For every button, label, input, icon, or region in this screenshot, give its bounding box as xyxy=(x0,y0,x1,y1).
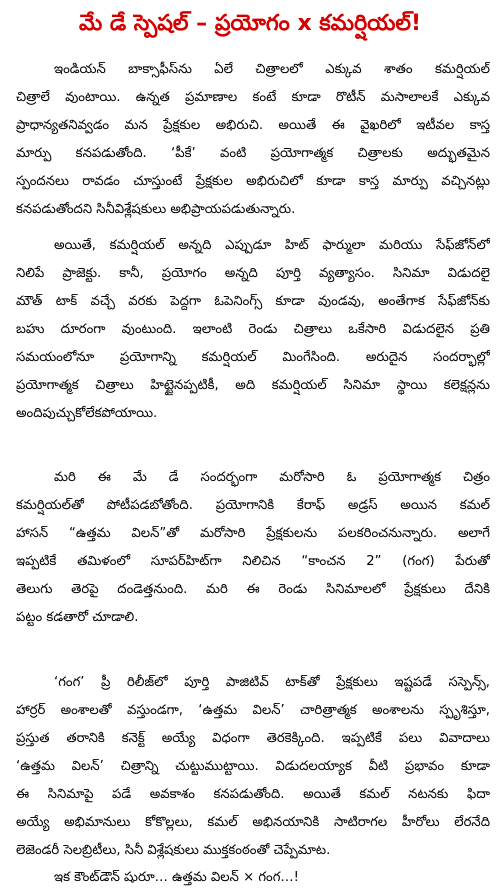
text-line: హాసన్ “ఉత్తమ విలన్”తో మరోసారి ప్రేక్షకులను పలకరించనున్నారు. అలాగే xyxy=(16,526,490,541)
text-line: ప్రాధాన్యతనివ్వడం మన ప్రేక్షకుల అభిరుచి. అయితే ఈ వైఖరిలో ఇటీవల కాస్త xyxy=(16,118,490,133)
text-line: ఇప్పటికే తమిళంలో సూపర్‌హిట్‌గా నిలిచిన “కాంచన 2” (గంగ) పేరుతో xyxy=(16,554,490,569)
text-line: చిత్రాలే వుంటాయి. ఉన్నత ప్రమాణాల కంటే కూడా రొటీన్ మసాలాలకే ఎక్కువ xyxy=(16,90,490,105)
text-line: అయితే, కమర్షియల్ అన్నది ఎప్పుడూ హిట్ ఫార్ములా మరియు సేఫ్‌జోన్‌లో xyxy=(54,238,490,253)
text-line: అయ్యే అభిమానులు కోకొల్లలు, కమల్ అభినయానికి సాటిరాగల హీరోలు లేరనేది xyxy=(16,815,490,830)
text-line: ఇండియన్ బాక్సాఫీస్‌ను ఏలే చిత్రాలలో ఎక్కువ శాతం కమర్షియల్ xyxy=(54,62,490,77)
article-title: మే డే స్పెషల్ – ప్రయోగం x కమర్షియల్! xyxy=(78,11,422,36)
text-line: కమర్షియల్‌తో పోటీపడబోతోంది. ప్రయోగానికి కేరాఫ్ అడ్రస్ అయిన కమల్ xyxy=(16,498,490,513)
text-line: కనపడుతోందని సినీవిశ్లేషకులు అభిప్రాయపడుతున్నారు. xyxy=(16,202,296,217)
text-line: ‘గంగ’ ప్రీ రిలీజ్‌లో పూర్తి పాజిటివ్ టాక్‌తో ప్రేక్షకులు ఇష్టపడే సస్పెన్స్, xyxy=(54,675,490,690)
text-line: ఇక కౌంట్‌డౌన్ షురూ… ఉత్తమ విలన్ × గంగ…! xyxy=(54,870,299,885)
text-line: మార్పు కనపడుతోంది. ‘పీకే’ వంటి ప్రయోగాత్మక చిత్రాలకు అద్భుతమైన xyxy=(16,146,490,161)
text-line: బహు దూరంగా వుంటుంది. ఇలాంటి రెండు చిత్రాలు ఒకేసారి విడుదలైన ప్రతి xyxy=(16,322,490,337)
text-line: స్పందనలు రావడం చూస్తుంటే ప్రేక్షకుల అభిరుచిలో కూడా కాస్త మార్పు వచ్చినట్లు xyxy=(16,174,490,189)
text-line: ఈ సినిమాపై పడే అవకాశం కనపడుతోంది. అయితే కమల్ నటనకు ఫిదా xyxy=(16,787,490,802)
article-paragraph xyxy=(16,464,490,632)
text-line: ప్రయోగాత్మక చిత్రాలు హిట్టైనప్పటికీ, అది కమర్షియల్ సినిమా స్థాయి కలెక్షన్లను xyxy=(16,378,490,393)
article-paragraph xyxy=(16,864,490,892)
article-paragraph xyxy=(16,669,490,865)
text-line: అందిపుచ్చుకోలేకపోయాయి. xyxy=(16,406,158,421)
text-line: లెజెండరీ సెలబ్రిటీలు, సినీ విశ్లేషకులు ముక్తకంఠంతో చెప్పేమాట. xyxy=(16,843,331,858)
text-line: నిలిపే ప్రాజెక్టు. కానీ, ప్రయోగం అన్నది పూర్తి వ్యత్యాసం. సినిమా విడుదలై xyxy=(16,266,490,281)
article-paragraph xyxy=(16,232,490,428)
text-line: ప్రస్తుత తరానికి కనెక్ట్ అయ్యే విధంగా తెరకెక్కింది. ఇప్పటికే పలు వివాదాలు xyxy=(16,731,490,746)
text-line: మరి ఈ మే డే సందర్భంగా మరోసారి ఓ ప్రయోగాత్మక చిత్రం xyxy=(54,470,490,485)
text-line: హార్రర్ అంశాలతో వస్తుండగా, ‘ఉత్తమ విలన్’ చారిత్రాత్మక అంశాలను స్పృశిస్తూ, xyxy=(16,703,490,718)
article-paragraph xyxy=(16,56,490,224)
text-line: మౌత్ టాక్ వచ్చే వరకు పెద్దగా ఓపెనింగ్స్ కూడా వుండవు, అంతేగాక సేఫ్‌జోన్‌కు xyxy=(16,294,490,309)
text-line: ‘ఉత్తమ విలన్’ చిత్రాన్ని చుట్టుముట్టాయి. విడుదలయ్యాక వీటి ప్రభావం కూడా xyxy=(16,759,490,774)
text-line: పట్టం కడతారో చూడాలి. xyxy=(16,610,139,625)
text-line: తెలుగు తెరపై దండెత్తనుంది. మరి ఈ రెండు సినిమాలలో ప్రేక్షకులు దేనికి xyxy=(16,582,490,597)
text-line: సమయంలోనూ ప్రయోగాన్ని కమర్షియల్ మింగేసింది. అరుదైన సందర్భాల్లో xyxy=(16,350,490,365)
